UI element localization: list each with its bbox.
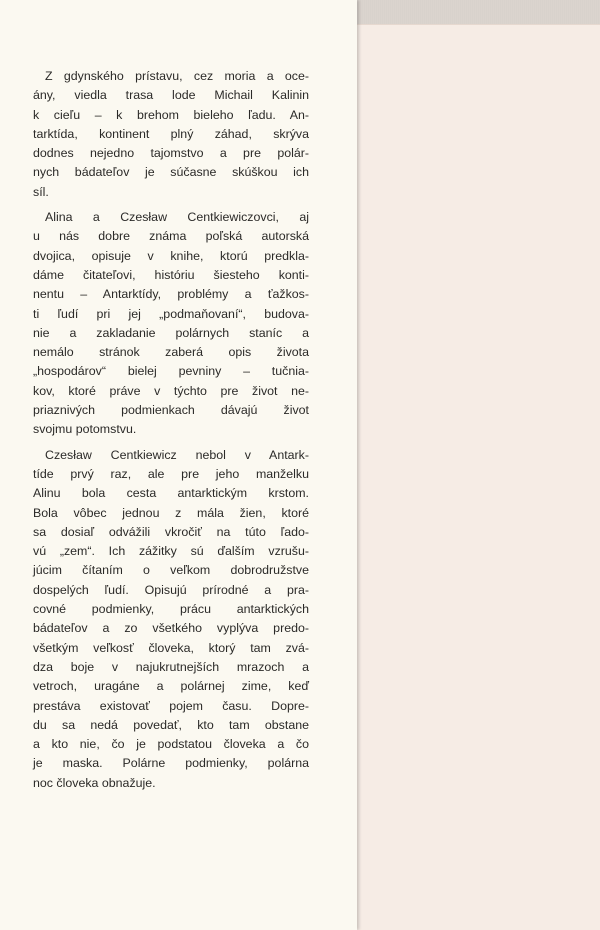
text-line: prestáva existovať pojem času. Dopre-	[33, 698, 309, 713]
text-line: tíde prvý raz, ale pre jeho manželku	[33, 466, 309, 481]
text-line: ány, viedla trasa lode Michail Kalinin	[33, 88, 309, 103]
text-line: svojmu potomstvu.	[33, 422, 137, 437]
text-line: Czesław Centkiewicz nebol v Antark-	[45, 447, 309, 462]
text-line: du sa nedá povedať, kto tam obstane	[33, 717, 309, 732]
text-line: nentu – Antarktídy, problémy a ťažkos-	[33, 287, 309, 302]
text-line: dodnes nejedno tajomstvo a pre polár-	[33, 146, 309, 161]
text-line: dza boje v najukrutnejších mrazoch a	[33, 659, 309, 674]
text-line: ti ľudí pri jej „podmaňovaní“, budova-	[33, 306, 309, 321]
text-line: vú „zem“. Ich zážitky sú ďalším vzrušu-	[33, 544, 309, 559]
text-line: u nás dobre známa poľská autorská	[33, 229, 309, 244]
text-line: Alinu bola cesta antarktickým krstom.	[33, 486, 309, 501]
text-line: Bola vôbec jednou z mála žien, ktoré	[33, 505, 309, 520]
paragraph-1	[33, 67, 309, 202]
text-line: dospelých ľudí. Opisujú prírodné a pra-	[33, 582, 309, 597]
text-line: dáme čitateľovi, históriu šiesteho konti-	[33, 267, 309, 282]
text-line: je maska. Polárne podmienky, polárna	[33, 756, 309, 771]
text-line: síl.	[33, 184, 49, 199]
text-line: všetkým veľkosť človeka, ktorý tam zvá-	[33, 640, 309, 655]
text-line: nemálo stránok zaberá opis života	[33, 345, 309, 360]
text-line: priaznivých podmienkach dávajú život	[33, 403, 309, 418]
text-line: a kto nie, čo je podstatou človeka a čo	[33, 737, 309, 752]
text-line: Z gdynského prístavu, cez moria a oce-	[45, 69, 309, 83]
text-line: Alina a Czesław Centkiewiczovci, aj	[45, 210, 309, 225]
text-line: nych bádateľov je súčasne skúškou ich	[33, 165, 309, 180]
text-line: covné podmienky, prácu antarktických	[33, 602, 309, 617]
text-line: sa dosiaľ odvážili vkročiť na túto ľado-	[33, 524, 309, 539]
text-line: „hospodárov“ bielej pevniny – tučnia-	[33, 364, 309, 379]
text-line: kov, ktoré práve v týchto pre život ne-	[33, 383, 309, 398]
text-line: dvojica, opisuje v knihe, ktorú predkla-	[33, 248, 309, 263]
text-line: vetroch, uragáne a polárnej zime, keď	[33, 679, 309, 694]
text-line: tarktída, kontinent plný záhad, skrýva	[33, 126, 309, 141]
text-line: noc človeka obnažuje.	[33, 775, 156, 790]
cover-inner-panel	[356, 24, 600, 930]
paragraph-2	[33, 208, 309, 440]
book-spine-cloth	[330, 0, 600, 26]
text-line: júcim čítaním o veľkom dobrodružstve	[33, 563, 309, 578]
paragraph-3	[33, 446, 309, 793]
text-line: nie a zakladanie polárnych staníc a	[33, 325, 309, 340]
text-line: bádateľov a zo všetkého vyplýva predo-	[33, 621, 309, 636]
flap-text	[33, 67, 309, 793]
text-line: k cieľu – k brehom bieleho ľadu. An-	[33, 107, 309, 122]
